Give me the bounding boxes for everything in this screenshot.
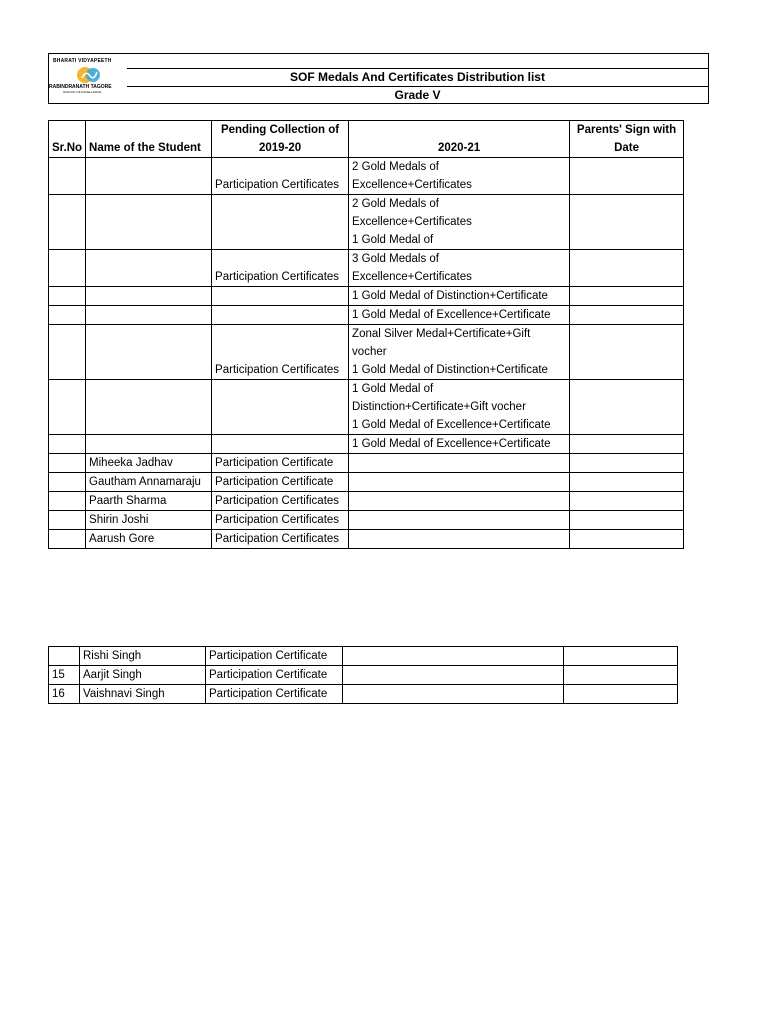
cell-pending-collection: Participation Certificate [206, 685, 343, 704]
cell-srno: 16 [49, 685, 80, 704]
cell-award-2020-21 [349, 195, 570, 250]
table-row [49, 647, 678, 666]
award-line: 1 Gold Medal of Excellence+Certificate [352, 309, 551, 321]
logo-tagline: SCHOOL OF EXCELLENCE [63, 90, 102, 94]
cell-award-2020-21 [343, 647, 564, 666]
cell-parents-sign [570, 287, 684, 306]
table-row [49, 511, 684, 530]
table-row [49, 435, 684, 454]
cell-parents-sign [570, 435, 684, 454]
table-row [49, 287, 684, 306]
logo-bottom-text: RABINDRANATH TAGORE [49, 84, 112, 90]
cell-srno [49, 306, 86, 325]
cell-student-name: Aarjit Singh [80, 666, 206, 685]
cell-srno [49, 492, 86, 511]
cell-student-name: Paarth Sharma [86, 492, 212, 511]
table-header-row [49, 121, 684, 158]
cell-parents-sign [570, 306, 684, 325]
award-line: Excellence+Certificates [352, 216, 472, 228]
table-row [49, 306, 684, 325]
award-line: Zonal Silver Medal+Certificate+Gift [352, 328, 531, 340]
cell-srno [49, 195, 86, 250]
award-line: 2 Gold Medals of [352, 161, 439, 173]
cell-parents-sign [570, 492, 684, 511]
award-line [352, 511, 566, 529]
cell-award-2020-21 [349, 158, 570, 195]
cell-award-2020-21 [343, 685, 564, 704]
cell-award-2020-21 [349, 380, 570, 435]
cell-student-name: Vaishnavi Singh [80, 685, 206, 704]
cell-student-name [86, 325, 212, 380]
award-line: Excellence+Certificates [352, 179, 472, 191]
table-row [49, 666, 678, 685]
table-row [49, 685, 678, 704]
cell-srno [49, 380, 86, 435]
table-row [49, 492, 684, 511]
cell-student-name [86, 287, 212, 306]
cell-srno [49, 250, 86, 287]
header-parents-sign: Parents' Sign with Date [570, 121, 684, 158]
cell-student-name: Rishi Singh [80, 647, 206, 666]
award-line [352, 530, 566, 548]
cell-pending-collection [212, 195, 349, 250]
cell-award-2020-21 [349, 306, 570, 325]
cell-srno [49, 473, 86, 492]
cell-parents-sign [570, 325, 684, 380]
school-logo [49, 54, 127, 103]
table-row [49, 380, 684, 435]
award-line: Distinction+Certificate+Gift vocher [352, 401, 526, 413]
cell-award-2020-21 [349, 473, 570, 492]
cell-student-name: Aarush Gore [86, 530, 212, 549]
cell-student-name: Gautham Annamaraju [86, 473, 212, 492]
cell-parents-sign [564, 647, 678, 666]
cell-award-2020-21 [349, 492, 570, 511]
cell-srno [49, 325, 86, 380]
header-year: 2020-21 [349, 121, 570, 158]
cell-pending-collection: Participation Certificates [212, 325, 349, 380]
cell-pending-collection: Participation Certificates [212, 530, 349, 549]
award-line: 1 Gold Medal of Distinction+Certificate [352, 290, 548, 302]
page-title: SOF Medals And Certificates Distribution list [290, 70, 545, 84]
cell-srno [49, 158, 86, 195]
cell-student-name: Shirin Joshi [86, 511, 212, 530]
cell-parents-sign [570, 530, 684, 549]
cell-award-2020-21 [349, 530, 570, 549]
award-line [352, 473, 566, 491]
cell-award-2020-21 [349, 435, 570, 454]
award-line: Excellence+Certificates [352, 271, 472, 283]
cell-pending-collection: Participation Certificate [206, 666, 343, 685]
table-row [49, 250, 684, 287]
table-row [49, 530, 684, 549]
cell-student-name: Miheeka Jadhav [86, 454, 212, 473]
cell-parents-sign [570, 454, 684, 473]
cell-parents-sign [570, 158, 684, 195]
document-header [48, 53, 709, 104]
cell-pending-collection: Participation Certificates [212, 250, 349, 287]
cell-student-name [86, 306, 212, 325]
cell-pending-collection: Participation Certificate [212, 473, 349, 492]
cell-parents-sign [570, 511, 684, 530]
cell-student-name [86, 435, 212, 454]
grade-label: Grade V [394, 88, 441, 102]
cell-student-name [86, 158, 212, 195]
award-line: 3 Gold Medals of [352, 253, 439, 265]
award-line: 1 Gold Medal of Excellence+Certificate [352, 438, 551, 450]
cell-srno [49, 435, 86, 454]
cell-parents-sign [564, 666, 678, 685]
cell-pending-collection [212, 306, 349, 325]
cell-srno: 15 [49, 666, 80, 685]
cell-award-2020-21 [343, 666, 564, 685]
table-row [49, 473, 684, 492]
header-srno: Sr.No [49, 121, 86, 158]
cell-pending-collection [212, 435, 349, 454]
table-row [49, 454, 684, 473]
header-name: Name of the Student [86, 121, 212, 158]
award-line: 2 Gold Medals of [352, 198, 439, 210]
cell-srno [49, 530, 86, 549]
logo-top-text: BHARATI VIDYAPEETH [53, 58, 112, 64]
cell-srno [49, 454, 86, 473]
cell-award-2020-21 [349, 250, 570, 287]
cell-parents-sign [570, 473, 684, 492]
cell-pending-collection: Participation Certificates [212, 511, 349, 530]
table-row [49, 158, 684, 195]
cell-srno [49, 287, 86, 306]
cell-parents-sign [564, 685, 678, 704]
award-line [352, 492, 566, 510]
logo-emblem-icon [76, 66, 102, 84]
award-line: 1 Gold Medal of [352, 383, 434, 395]
cell-award-2020-21 [349, 511, 570, 530]
cell-pending-collection: Participation Certificates [212, 492, 349, 511]
award-line [352, 454, 566, 472]
cell-parents-sign [570, 250, 684, 287]
cell-parents-sign [570, 195, 684, 250]
table-row [49, 195, 684, 250]
cell-award-2020-21 [349, 287, 570, 306]
cell-student-name [86, 380, 212, 435]
cell-pending-collection: Participation Certificate [212, 454, 349, 473]
cell-student-name [86, 195, 212, 250]
cell-award-2020-21 [349, 325, 570, 380]
cell-award-2020-21 [349, 454, 570, 473]
cell-parents-sign [570, 380, 684, 435]
cell-srno [49, 511, 86, 530]
cell-srno [49, 647, 80, 666]
distribution-table [48, 120, 684, 549]
award-line: vocher [352, 346, 387, 358]
table-row [49, 325, 684, 380]
award-line: 1 Gold Medal of [352, 234, 434, 246]
cell-pending-collection [212, 287, 349, 306]
award-line: 1 Gold Medal of Excellence+Certificate [352, 419, 551, 431]
cell-student-name [86, 250, 212, 287]
cell-pending-collection: Participation Certificate [206, 647, 343, 666]
cell-pending-collection [212, 380, 349, 435]
cell-pending-collection: Participation Certificates [212, 158, 349, 195]
distribution-table-continued [48, 646, 678, 704]
header-pending: Pending Collection of 2019-20 [212, 121, 349, 158]
award-line: 1 Gold Medal of Distinction+Certificate [352, 364, 548, 376]
